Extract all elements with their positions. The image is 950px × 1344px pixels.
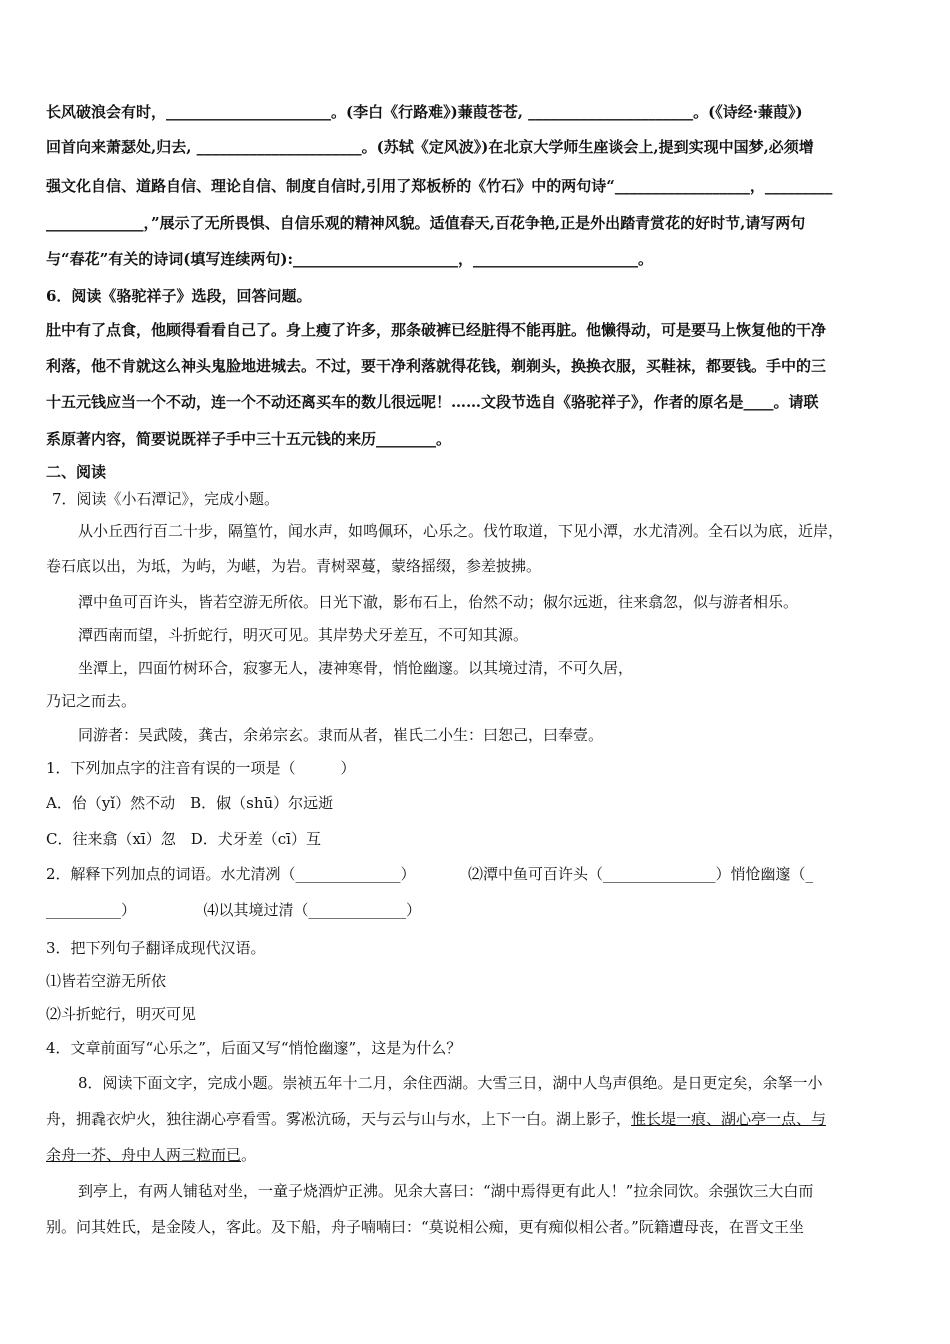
question-6-passage-line: 肚中有了点食，他顾得看看自己了。身上瘦了许多，那条破裤已经脏得不能再脏。他懒得动，可是要马上恢复他的干净 (46, 321, 827, 339)
option-line: C．往来翕（xī）忽 D．犬牙差（cī）互 (46, 830, 321, 848)
question-8-line (46, 1145, 910, 1165)
translation-item: ⑴皆若空游无所依 (46, 972, 167, 990)
question-6-passage-line: 十五元钱应当一个不动，连一个不动还离买车的数儿很远呢！……文段节选自《骆驼祥子》，作者的原名是____。请联 (46, 393, 819, 411)
section-heading: 二、阅读 (46, 463, 107, 481)
sub-question-3: 3．把下列句子翻译成现代汉语。 (46, 939, 266, 957)
underlined-text: 余舟一芥、舟中人两三粒而已 (46, 1146, 242, 1164)
passage-line: 卷石底以出，为坻，为屿，为嵁，为岩。青树翠蔓，蒙络摇缀，参差披拂。 (46, 557, 542, 575)
fill-blank-line-4: _____________，”展示了无所畏惧、自信乐观的精神风貌。适值春天,百花争艳,正是外出踏青赏花的好时节,请写两句 (46, 214, 806, 232)
fill-blank-line-5: 与“春花”有关的诗词(填写连续两句):______________________，______________________。 (46, 250, 653, 268)
underlined-text: 惟长堤一痕、湖心亭一点、与 (631, 1110, 827, 1128)
question-8-text: 舟，拥毳衣炉火，独往湖心亭看雪。雾凇沆砀，天与云与山与水，上下一白。湖上影子， (46, 1110, 632, 1128)
question-8-line: 到亭上，有两人铺毡对坐，一童子烧酒炉正沸。见余大喜曰：“湖中焉得更有此人！”拉余同饮。余强饮三大白而 (78, 1182, 814, 1200)
question-6-title: 6．阅读《骆驼祥子》选段，回答问题。 (46, 287, 312, 305)
fill-blank-line-1: 长风破浪会有时，______________________。(李白《行路难》)蒹葭苍苍, ______________________。(《诗经·蒹葭》) (46, 103, 803, 121)
passage-line: 乃记之而去。 (46, 692, 137, 710)
passage-line: 从小丘西行百二十步，隔篁竹，闻水声，如鸣佩环，心乐之。伐竹取道，下见小潭，水尤清冽。全石以为底，近岸， (78, 522, 844, 540)
option-line: A．佁（yǐ）然不动 B．俶（shū）尔远逝 (46, 794, 334, 812)
question-6-passage-line: 系原著内容，简要说既祥子手中三十五元钱的来历________。 (46, 430, 452, 448)
question-8-text: 。 (241, 1146, 257, 1164)
passage-line: 同游者：吴武陵，龚古，余弟宗玄。隶而从者，崔氏二小生：曰恕己，曰奉壹。 (78, 726, 604, 744)
fill-blank-line-3: 强文化自信、道路自信、理论自信、制度自信时,引用了郑板桥的《竹石》中的两句诗“__________________，_________ (46, 177, 833, 195)
passage-line: 潭西南而望，斗折蛇行，明灭可见。其岸势犬牙差互，不可知其源。 (78, 626, 529, 644)
passage-line: 坐潭上，四面竹树环合，寂寥无人，凄神寒骨，悄怆幽邃。以其境过清，不可久居， (78, 659, 634, 677)
question-8-line (46, 1109, 910, 1129)
sub-question-4: 4．文章前面写“心乐之”，后面又写“悄怆幽邃”，这是为什么？ (46, 1039, 462, 1057)
question-7-title: 7．阅读《小石潭记》，完成小题。 (52, 490, 280, 508)
sub-question-1: 1．下列加点字的注音有误的一项是（ ） (46, 759, 356, 777)
fill-blank-line-2: 回首向来萧瑟处,归去, ______________________。(苏轼《定风波》)在北京大学师生座谈会上,提到实现中国梦,必须增 (46, 138, 814, 156)
translation-item: ⑵斗折蛇行，明灭可见 (46, 1005, 197, 1023)
question-6-passage-line: 利落，他不肯就这么神头鬼脸地进城去。不过，要干净利落就得花钱，剃剃头，换换衣服，买鞋袜，都要钱。手中的三 (46, 357, 827, 375)
question-8-line: 8．阅读下面文字，完成小题。崇祯五年十二月，余住西湖。大雪三日，湖中人鸟声俱绝。是日更定矣，余拏一小 (78, 1074, 823, 1092)
sub-question-2: 2．解释下列加点的词语。水尤清冽（______________） ⑵潭中鱼可百许头（_______________）悄怆幽邃（_ (46, 865, 814, 883)
passage-line: 潭中鱼可百许头，皆若空游无所依。日光下澈，影布石上，佁然不动；俶尔远逝，往来翕忽，似与游者相乐。 (78, 593, 799, 611)
question-8-line: 别。问其姓氏，是金陵人，客此。及下船，舟子喃喃曰：“莫说相公痴，更有痴似相公者。”阮籍遭母丧，在晋文王坐 (46, 1218, 804, 1236)
sub-question-2-cont: __________） ⑷以其境过清（_____________） (46, 901, 422, 919)
